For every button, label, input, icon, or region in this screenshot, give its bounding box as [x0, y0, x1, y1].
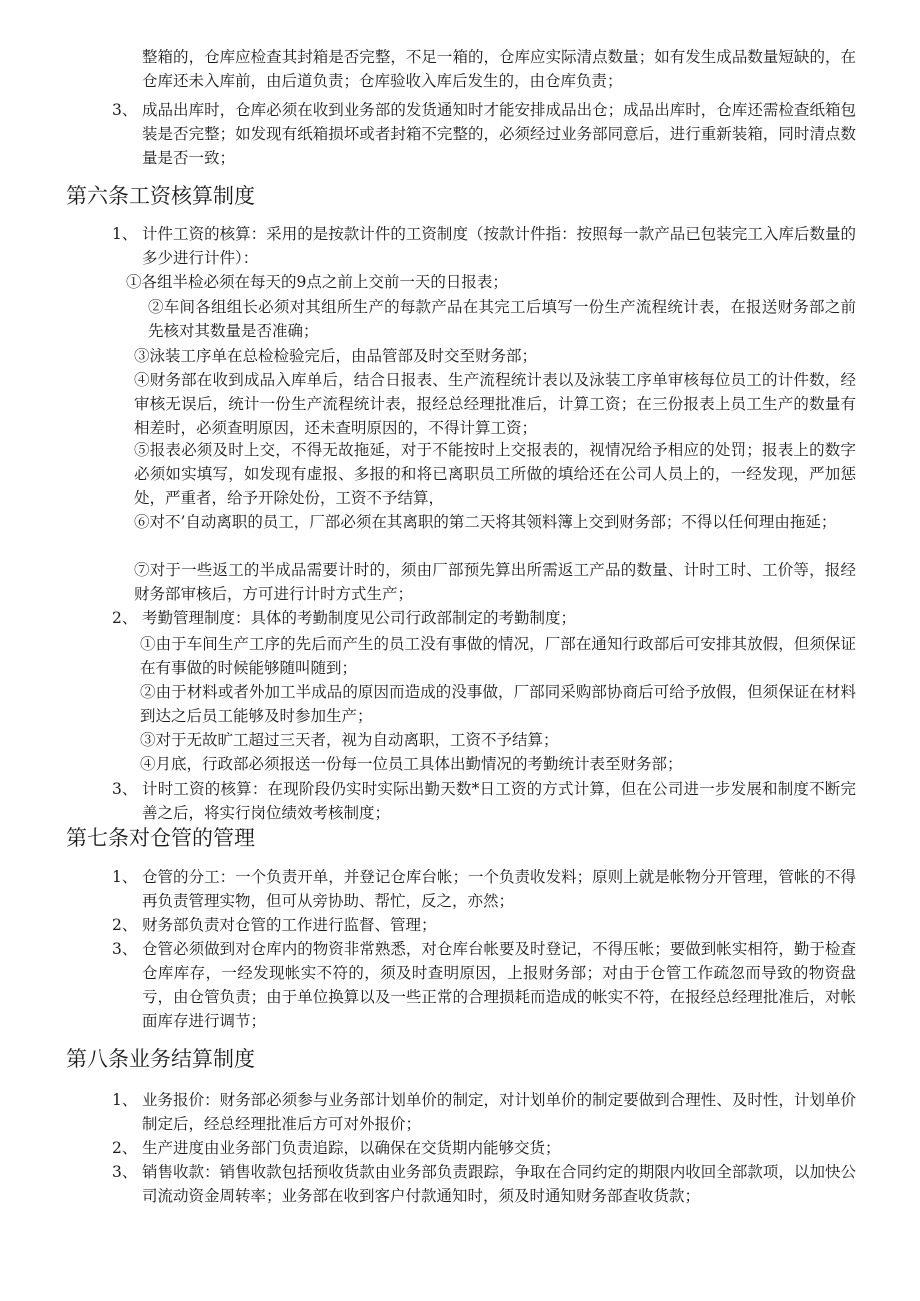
- item-number: 2、: [112, 916, 138, 934]
- list-item: [112, 98, 856, 170]
- sub-item-text: ⑤报表必须及时上交，不得无故拖延，对于不能按时上交报表的，视情况给予相应的处罚；报表上的数字必须如实填写，如发现有虚报、多报的和将已离职员工所做的填给还在公司人员上的，一经发现，严加惩处，严重者，给予开除处份，工资不予结算，: [134, 441, 856, 507]
- sub-item-text: ④财务部在收到成品入库单后，结合日报表、生产流程统计表以及泳装工序单审核每位员工的计件数，经审核无误后，统计一份生产流程统计表，报经总经理批准后，计算工资；在三份报表上员工生产的数量有相差时，必须查明原因，还未查明原因的，不得计算工资；: [134, 371, 856, 437]
- sub-item-text: ④月底，行政部必须报送一份每一位员工具体出勤情况的考勤统计表至财务部；: [140, 755, 683, 773]
- sub-item: [140, 752, 856, 776]
- sub-item: [126, 270, 856, 294]
- sub-item-text: ①由于车间生产工序的先后而产生的员工没有事做的情况，厂部在通知行政部后可安排其放假，但须保证在有事做的时候能够随叫随到；: [140, 635, 856, 677]
- item-text: 计时工资的核算：在现阶段仍实时实际出勤天数*日工资的方式计算，但在公司进一步发展和制度不断完善之后，将实行岗位绩效考核制度；: [142, 780, 856, 822]
- list-item: [112, 1136, 856, 1160]
- sub-item: [140, 680, 856, 728]
- sub-item: [148, 295, 856, 343]
- item-number: 3、: [112, 1163, 138, 1181]
- item-text: 财务部负责对仓管的工作进行监督、管理；: [142, 916, 437, 934]
- sub-item: [140, 632, 856, 680]
- sub-item: [134, 368, 856, 440]
- sub-item: [134, 438, 856, 510]
- list-item: [112, 1160, 856, 1208]
- list-item: [112, 606, 856, 630]
- item-text: 计件工资的核算：采用的是按款计件的工资制度（按款计件指：按照每一款产品已包装完工入库后数量的多少进行计件）：: [142, 225, 856, 267]
- item-text: 生产进度由业务部门负责追踪，以确保在交货期内能够交货；: [142, 1139, 561, 1157]
- item-number: 3、: [112, 780, 138, 798]
- section-heading-7: 第七条对仓管的管理: [66, 826, 255, 850]
- sub-item-text: ⑦对于一些返工的半成品需要计时的，须由厂部预先算出所需返工产品的数量、计时工时、工价等，报经财务部审核后，方可进行计时方式生产；: [134, 561, 856, 603]
- list-item: [112, 222, 856, 270]
- sub-item: [134, 344, 856, 368]
- item-number: 3、: [112, 940, 138, 958]
- item-number: 3、: [112, 101, 138, 119]
- sub-item-text: ③对于无故旷工超过三天者，视为自动离职，工资不予结算；: [140, 731, 559, 749]
- item-text: 仓管必须做到对仓库内的物资非常熟悉，对仓库台帐要及时登记，不得压帐；要做到帐实相符，勤于检查仓库库存，一经发现帐实不符的，须及时查明原因，上报财务部；对由于仓管工作疏忽而导致的物资盘亏，由仓管负责；由于单位换算以及一些正常的合理损耗而造成的帐实不符，在报经总经理批准后，对帐面库存进行调节；: [142, 940, 856, 1030]
- sub-item-text: ③泳装工序单在总检检验完后，由品管部及时交至财务部；: [134, 347, 538, 365]
- sub-item-text: ⑥对不’自动离职的员工，厂部必须在其离职的第二天将其领料簿上交到财务部；不得以任何理由拖延；: [134, 513, 837, 531]
- sub-item: [140, 728, 856, 752]
- item-text: 仓管的分工：一个负责开单，并登记仓库台帐；一个负责收发料；原则上就是帐物分开管理，管帐的不得再负责管理实物，但可从旁协助、帮忙，反之，亦然；: [142, 868, 856, 910]
- list-item: [112, 865, 856, 913]
- item-text: 销售收款：销售收款包括预收货款由业务部负责跟踪，争取在合同约定的期限内收回全部款项，以加快公司流动资金周转率；业务部在收到客户付款通知时，须及时通知财务部查收货款；: [142, 1163, 856, 1205]
- list-item: [112, 913, 856, 937]
- sub-item: [134, 558, 856, 606]
- sub-item: [134, 510, 856, 534]
- item-number: 1、: [112, 868, 138, 886]
- sub-item-text: ②由于材料或者外加工半成品的原因而造成的没事做，厂部同采购部协商后可给予放假，但须保证在材料到达之后员工能够及时参加生产；: [140, 683, 856, 725]
- paragraph-continuation: [112, 45, 856, 93]
- sub-item-text: ②车间各组组长必须对其组所生产的每款产品在其完工后填写一份生产流程统计表，在报送财务部之前先核对其数量是否准确；: [148, 298, 856, 340]
- list-item: [112, 1088, 856, 1136]
- section-heading-6: 第六条工资核算制度: [66, 184, 255, 208]
- item-number: 1、: [112, 1091, 138, 1109]
- list-item: [112, 777, 856, 825]
- item-text: 考勤管理制度：具体的考勤制度见公司行政部制定的考勤制度；: [142, 609, 577, 627]
- item-number: 1、: [112, 225, 138, 243]
- item-text: 成品出库时，仓库必须在收到业务部的发货通知时才能安排成品出仓；成品出库时，仓库还需检查纸箱包装是否完整；如发现有纸箱损坏或者封箱不完整的，必须经过业务部同意后，进行重新装箱，同时清点数量是否一致；: [142, 101, 856, 167]
- list-item: [112, 937, 856, 1033]
- section-heading-8: 第八条业务结算制度: [66, 1047, 255, 1071]
- sub-item-text: ①各组半检必须在每天的9点之前上交前一天的日报表；: [126, 273, 508, 291]
- item-number: 2、: [112, 1139, 138, 1157]
- item-text: 业务报价：财务部必须参与业务部计划单价的制定，对计划单价的制定要做到合理性、及时性，计划单价制定后，经总经理批准后方可对外报价；: [142, 1091, 856, 1133]
- item-number: 2、: [112, 609, 138, 627]
- paragraph-text: 整箱的，仓库应检查其封箱是否完整，不足一箱的，仓库应实际清点数量；如有发生成品数量短缺的，在仓库还未入库前，由后道负责；仓库验收入库后发生的，由仓库负责；: [142, 48, 856, 90]
